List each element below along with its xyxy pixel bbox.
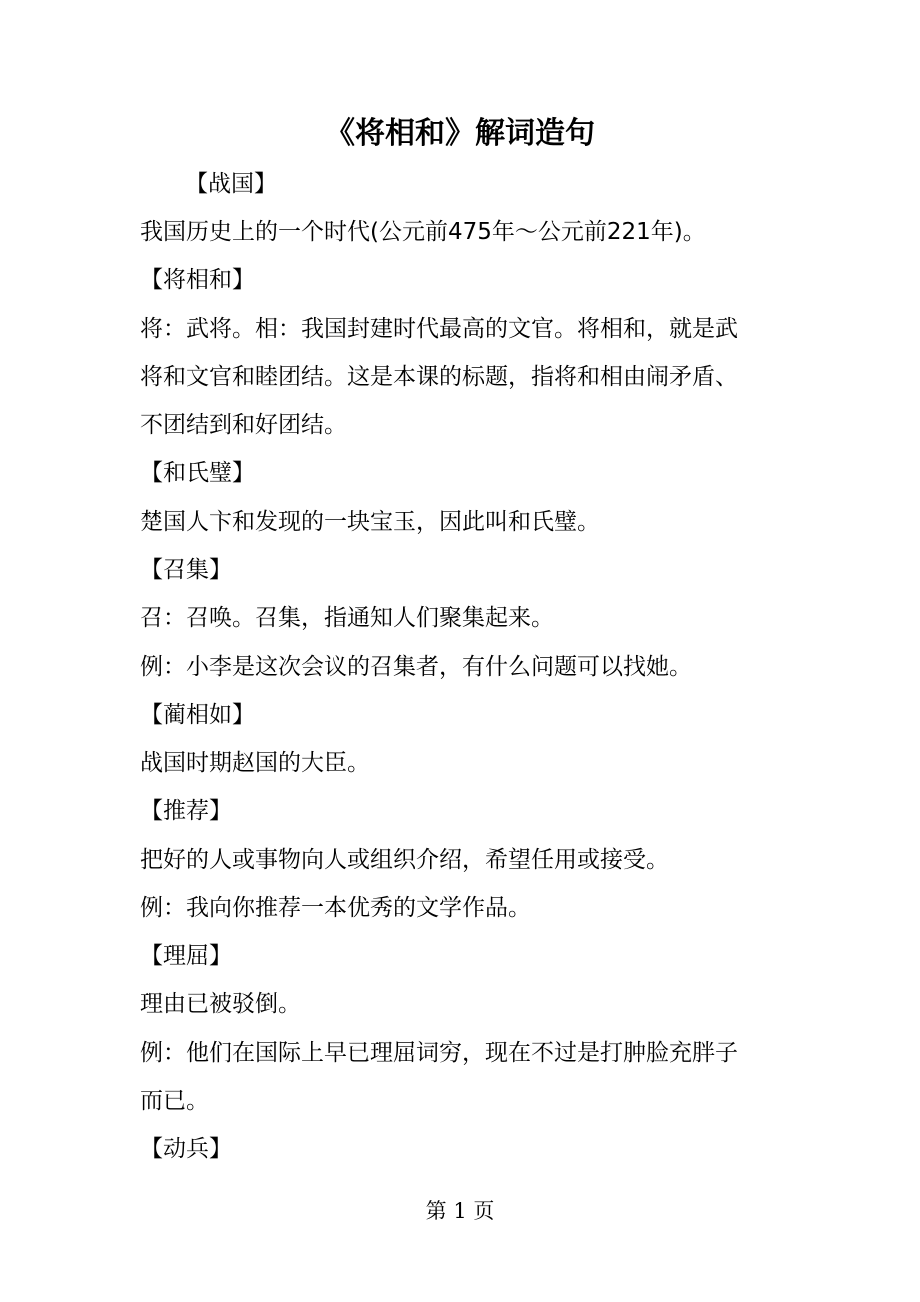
term-heading-linxiangru: 【蔺相如】 — [140, 702, 255, 728]
definition-zhanguo: 我国历史上的一个时代(公元前475年～公元前221年)。 — [140, 219, 706, 245]
term-heading-jiangxianghe: 【将相和】 — [140, 267, 255, 293]
term-heading-tuijian: 【推荐】 — [140, 798, 232, 824]
example-zhaoji: 例：小李是这次会议的召集者，有什么问题可以找她。 — [140, 654, 692, 680]
example-liqu-line1: 例：他们在国际上早已理屈词穷，现在不过是打肿脸充胖子 — [140, 1040, 738, 1066]
term-heading-zhanguo: 【战国】 — [185, 171, 277, 197]
definition-liqu: 理由已被驳倒。 — [140, 991, 301, 1017]
term-heading-zhaoji: 【召集】 — [140, 557, 232, 583]
definition-jiangxianghe-line3: 不团结到和好团结。 — [140, 412, 347, 438]
term-heading-liqu: 【理屈】 — [140, 943, 232, 969]
example-tuijian: 例：我向你推荐一本优秀的文学作品。 — [140, 895, 531, 921]
document-title: 《将相和》解词造句 — [325, 116, 595, 151]
definition-tuijian: 把好的人或事物向人或组织介绍，希望任用或接受。 — [140, 847, 669, 873]
term-heading-heshibi: 【和氏璧】 — [140, 460, 255, 486]
definition-jiangxianghe-line2: 将和文官和睦团结。这是本课的标题，指将和相由闹矛盾、 — [140, 364, 738, 390]
definition-heshibi: 楚国人卞和发现的一块宝玉，因此叫和氏璧。 — [140, 509, 600, 535]
definition-linxiangru: 战国时期赵国的大臣。 — [140, 750, 370, 776]
term-heading-dongbing: 【动兵】 — [140, 1136, 232, 1162]
definition-jiangxianghe-line1: 将：武将。相：我国封建时代最高的文官。将相和，就是武 — [140, 316, 738, 342]
page-number-footer: 第 1 页 — [425, 1199, 495, 1223]
definition-zhaoji: 召：召唤。召集，指通知人们聚集起来。 — [140, 605, 554, 631]
example-liqu-line2: 而已。 — [140, 1088, 209, 1114]
